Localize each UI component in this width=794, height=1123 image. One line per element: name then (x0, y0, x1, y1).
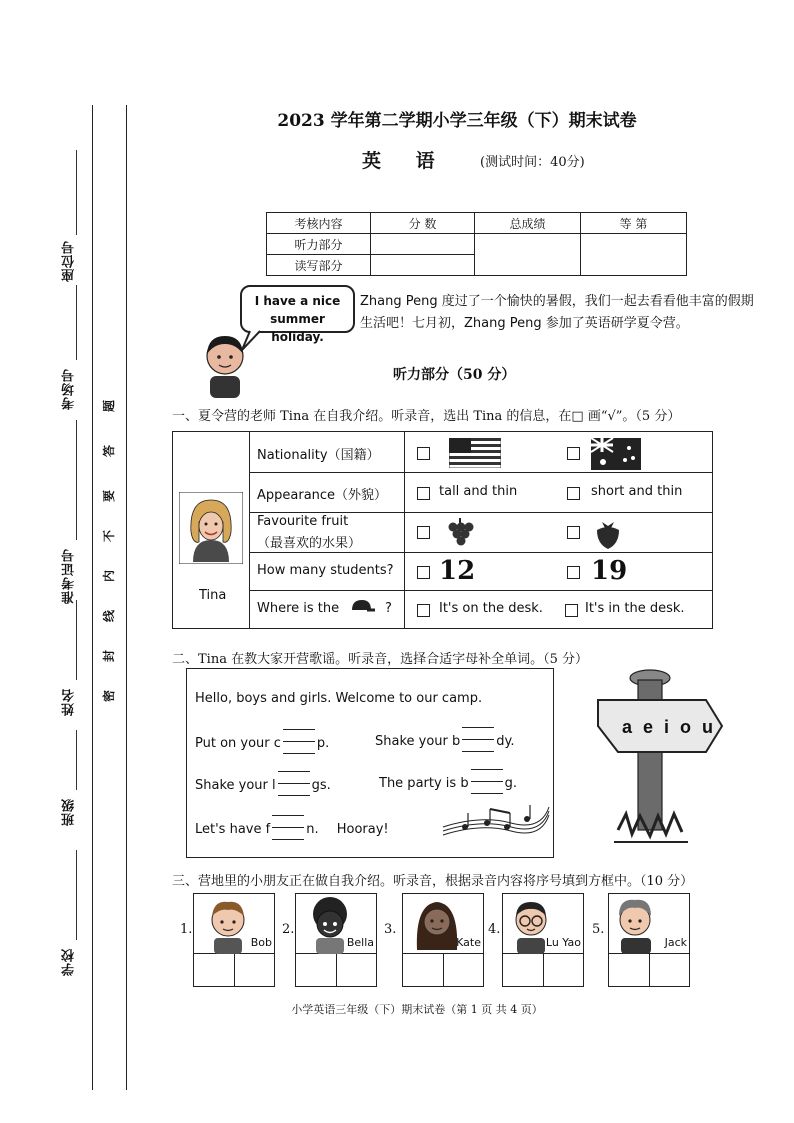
signpost-icon (588, 664, 728, 850)
total-cell[interactable] (475, 234, 581, 276)
seal-char-3: 线 (102, 609, 115, 624)
q1-r4-checkbox-b[interactable] (567, 566, 580, 579)
q1-table (172, 431, 713, 629)
blank-1[interactable] (281, 727, 317, 761)
kid-card-kate (402, 893, 484, 987)
test-time: (测试时间：40分) (480, 155, 585, 170)
seat-blank (76, 150, 77, 235)
chant-line-1b-text: Shake your b (375, 734, 461, 749)
kid-card-lu-yao (502, 893, 584, 987)
seal-char-1: 密 (102, 689, 115, 704)
score-row-reading: 读写部分 (267, 255, 371, 276)
kid-card-bob (193, 893, 275, 987)
hooray-text: Hooray! (336, 822, 389, 837)
score-row-listening: 听力部分 (267, 234, 371, 255)
q1-r4-option-b: 19 (591, 556, 628, 586)
q1-r2-option-a: tall and thin (439, 484, 518, 499)
kid-number-3: 3. (384, 922, 397, 937)
q1-r2-checkbox-b[interactable] (567, 487, 580, 500)
q1-r3-checkbox-b[interactable] (567, 526, 580, 539)
kid-name-jack: Jack (664, 936, 687, 949)
kid-card-bella (295, 893, 377, 987)
q1-row-fruit: Favourite fruit (257, 514, 349, 529)
school-blank (76, 850, 77, 940)
seal-char-4: 内 (102, 569, 115, 584)
tina-label: Tina (199, 588, 227, 603)
grade-cell[interactable] (581, 234, 687, 276)
q1-row-where: Where is the (257, 601, 340, 616)
chant-line-3-end: n. (306, 822, 319, 837)
score-header-grade: 等 第 (581, 213, 687, 234)
score-header-points: 分 数 (371, 213, 475, 234)
chant-line-2a-text: Shake your l (195, 778, 276, 793)
q1-r4-checkbox-a[interactable] (417, 566, 430, 579)
chant-line-1a (195, 727, 329, 761)
blank-2[interactable] (460, 725, 496, 759)
margin-line-inner (126, 105, 127, 1090)
kid-name-bob: Bob (250, 936, 272, 949)
q1-r5-option-a: It's on the desk. (439, 601, 543, 616)
chant-line-2b-text: The party is b (379, 776, 469, 791)
name-blank (76, 600, 77, 680)
school-label: 学校 (62, 948, 77, 976)
ticket-blank (76, 420, 77, 540)
q1-r4-option-a: 12 (439, 556, 476, 586)
zhang-peng-icon (198, 330, 252, 398)
kid-name-kate: Kate (456, 936, 481, 949)
q1-title: 一、夏令营的老师 Tina 在自我介绍。听录音，选出 Tina 的信息，在□ 画“√”。（5 分） (172, 409, 681, 424)
score-cell[interactable] (371, 234, 475, 255)
australia-flag-icon (591, 438, 641, 470)
grapes-icon (443, 516, 477, 550)
seat-label: 座位号 (62, 240, 77, 282)
seal-char-2: 封 (102, 649, 115, 664)
ticket-label: 准考证号 (62, 548, 77, 604)
q1-r5-checkbox-a[interactable] (417, 604, 430, 617)
room-blank (76, 285, 77, 360)
sign-vowels: a e i o u (622, 717, 717, 737)
score-header-total: 总成绩 (475, 213, 581, 234)
kid-number-4: 4. (488, 922, 501, 937)
chant-line-1a-end: p. (316, 736, 330, 751)
q1-r5-option-b: It's in the desk. (585, 601, 685, 616)
bubble-line-1: I have a nice (254, 294, 341, 308)
speech-bubble (240, 285, 355, 344)
chant-line-3 (195, 813, 389, 847)
q1-row-where-tail: ? (385, 601, 392, 616)
chant-line-3-text: Let's have f (195, 822, 271, 837)
kid-number-1: 1. (180, 922, 193, 937)
q1-r1-checkbox-b[interactable] (567, 447, 580, 460)
music-notes-icon (441, 797, 551, 843)
class-label: 班级 (62, 798, 77, 826)
blank-3[interactable] (276, 769, 312, 803)
chant-line-2a (195, 769, 331, 803)
q3-title: 三、营地里的小朋友正在做自我介绍。听录音，根据录音内容将序号填到方框中。（10 分） (172, 874, 694, 889)
q2-title: 二、Tina 在教大家开营歌谣。听录音，选择合适字母补全单词。（5 分） (172, 652, 588, 667)
chant-greeting: Hello, boys and girls. Welcome to our camp. (195, 691, 483, 706)
score-cell[interactable] (371, 255, 475, 276)
cap-icon (349, 598, 375, 616)
class-blank (76, 730, 77, 790)
subject-title: 英 语 (362, 150, 449, 172)
chant-line-2a-end: gs. (311, 778, 331, 793)
chant-line-2b-end: g. (504, 776, 517, 791)
blank-5[interactable] (270, 813, 306, 847)
q1-row-nationality: Nationality（国籍） (257, 448, 380, 463)
kid-number-2: 2. (282, 922, 295, 937)
intro-text: Zhang Peng 度过了一个愉快的暑假，我们一起去看看他丰富的假期生活吧！七月初，Zhang Peng 参加了英语研学夏令营。 (360, 294, 754, 331)
page-title: 2023 学年第二学期小学三年级（下）期末试卷 (277, 111, 637, 131)
chant-line-1a-text: Put on your c (195, 736, 281, 751)
q1-r5-checkbox-b[interactable] (565, 604, 578, 617)
chant-box (186, 668, 554, 858)
q1-r2-option-b: short and thin (591, 484, 683, 499)
kid-name-bella: Bella (346, 936, 374, 949)
room-label: 考场号 (62, 368, 77, 410)
q1-row-appearance: Appearance（外貌） (257, 488, 388, 503)
seal-char-5: 不 (102, 529, 115, 544)
q1-r3-checkbox-a[interactable] (417, 526, 430, 539)
chant-line-1b (375, 725, 515, 759)
score-table (266, 212, 687, 276)
bubble-line-2: summer holiday. (270, 312, 325, 344)
name-label: 姓名 (62, 688, 77, 716)
strawberry-icon (591, 516, 625, 550)
tina-portrait-icon (179, 492, 243, 564)
score-header-content: 考核内容 (267, 213, 371, 234)
margin-line-outer (92, 105, 93, 1090)
q1-r2-checkbox-a[interactable] (417, 487, 430, 500)
q1-row-fruit-cn: （最喜欢的水果） (257, 536, 362, 551)
chant-line-2b (379, 767, 517, 801)
seal-char-7: 答 (102, 444, 115, 459)
page-footer: 小学英语三年级（下）期末试卷（第 1 页 共 4 页） (291, 1003, 543, 1016)
usa-flag-icon (449, 438, 501, 468)
kid-number-5: 5. (592, 922, 605, 937)
blank-4[interactable] (469, 767, 505, 801)
kid-card-jack (608, 893, 690, 987)
q1-r1-checkbox-a[interactable] (417, 447, 430, 460)
seal-char-8: 题 (102, 399, 115, 414)
chant-line-1b-end: dy. (496, 734, 515, 749)
kid-name-lu-yao: Lu Yao (545, 936, 581, 949)
seal-char-6: 要 (102, 489, 115, 504)
q1-row-students: How many students? (257, 563, 394, 578)
listening-heading: 听力部分（50 分） (393, 367, 516, 383)
